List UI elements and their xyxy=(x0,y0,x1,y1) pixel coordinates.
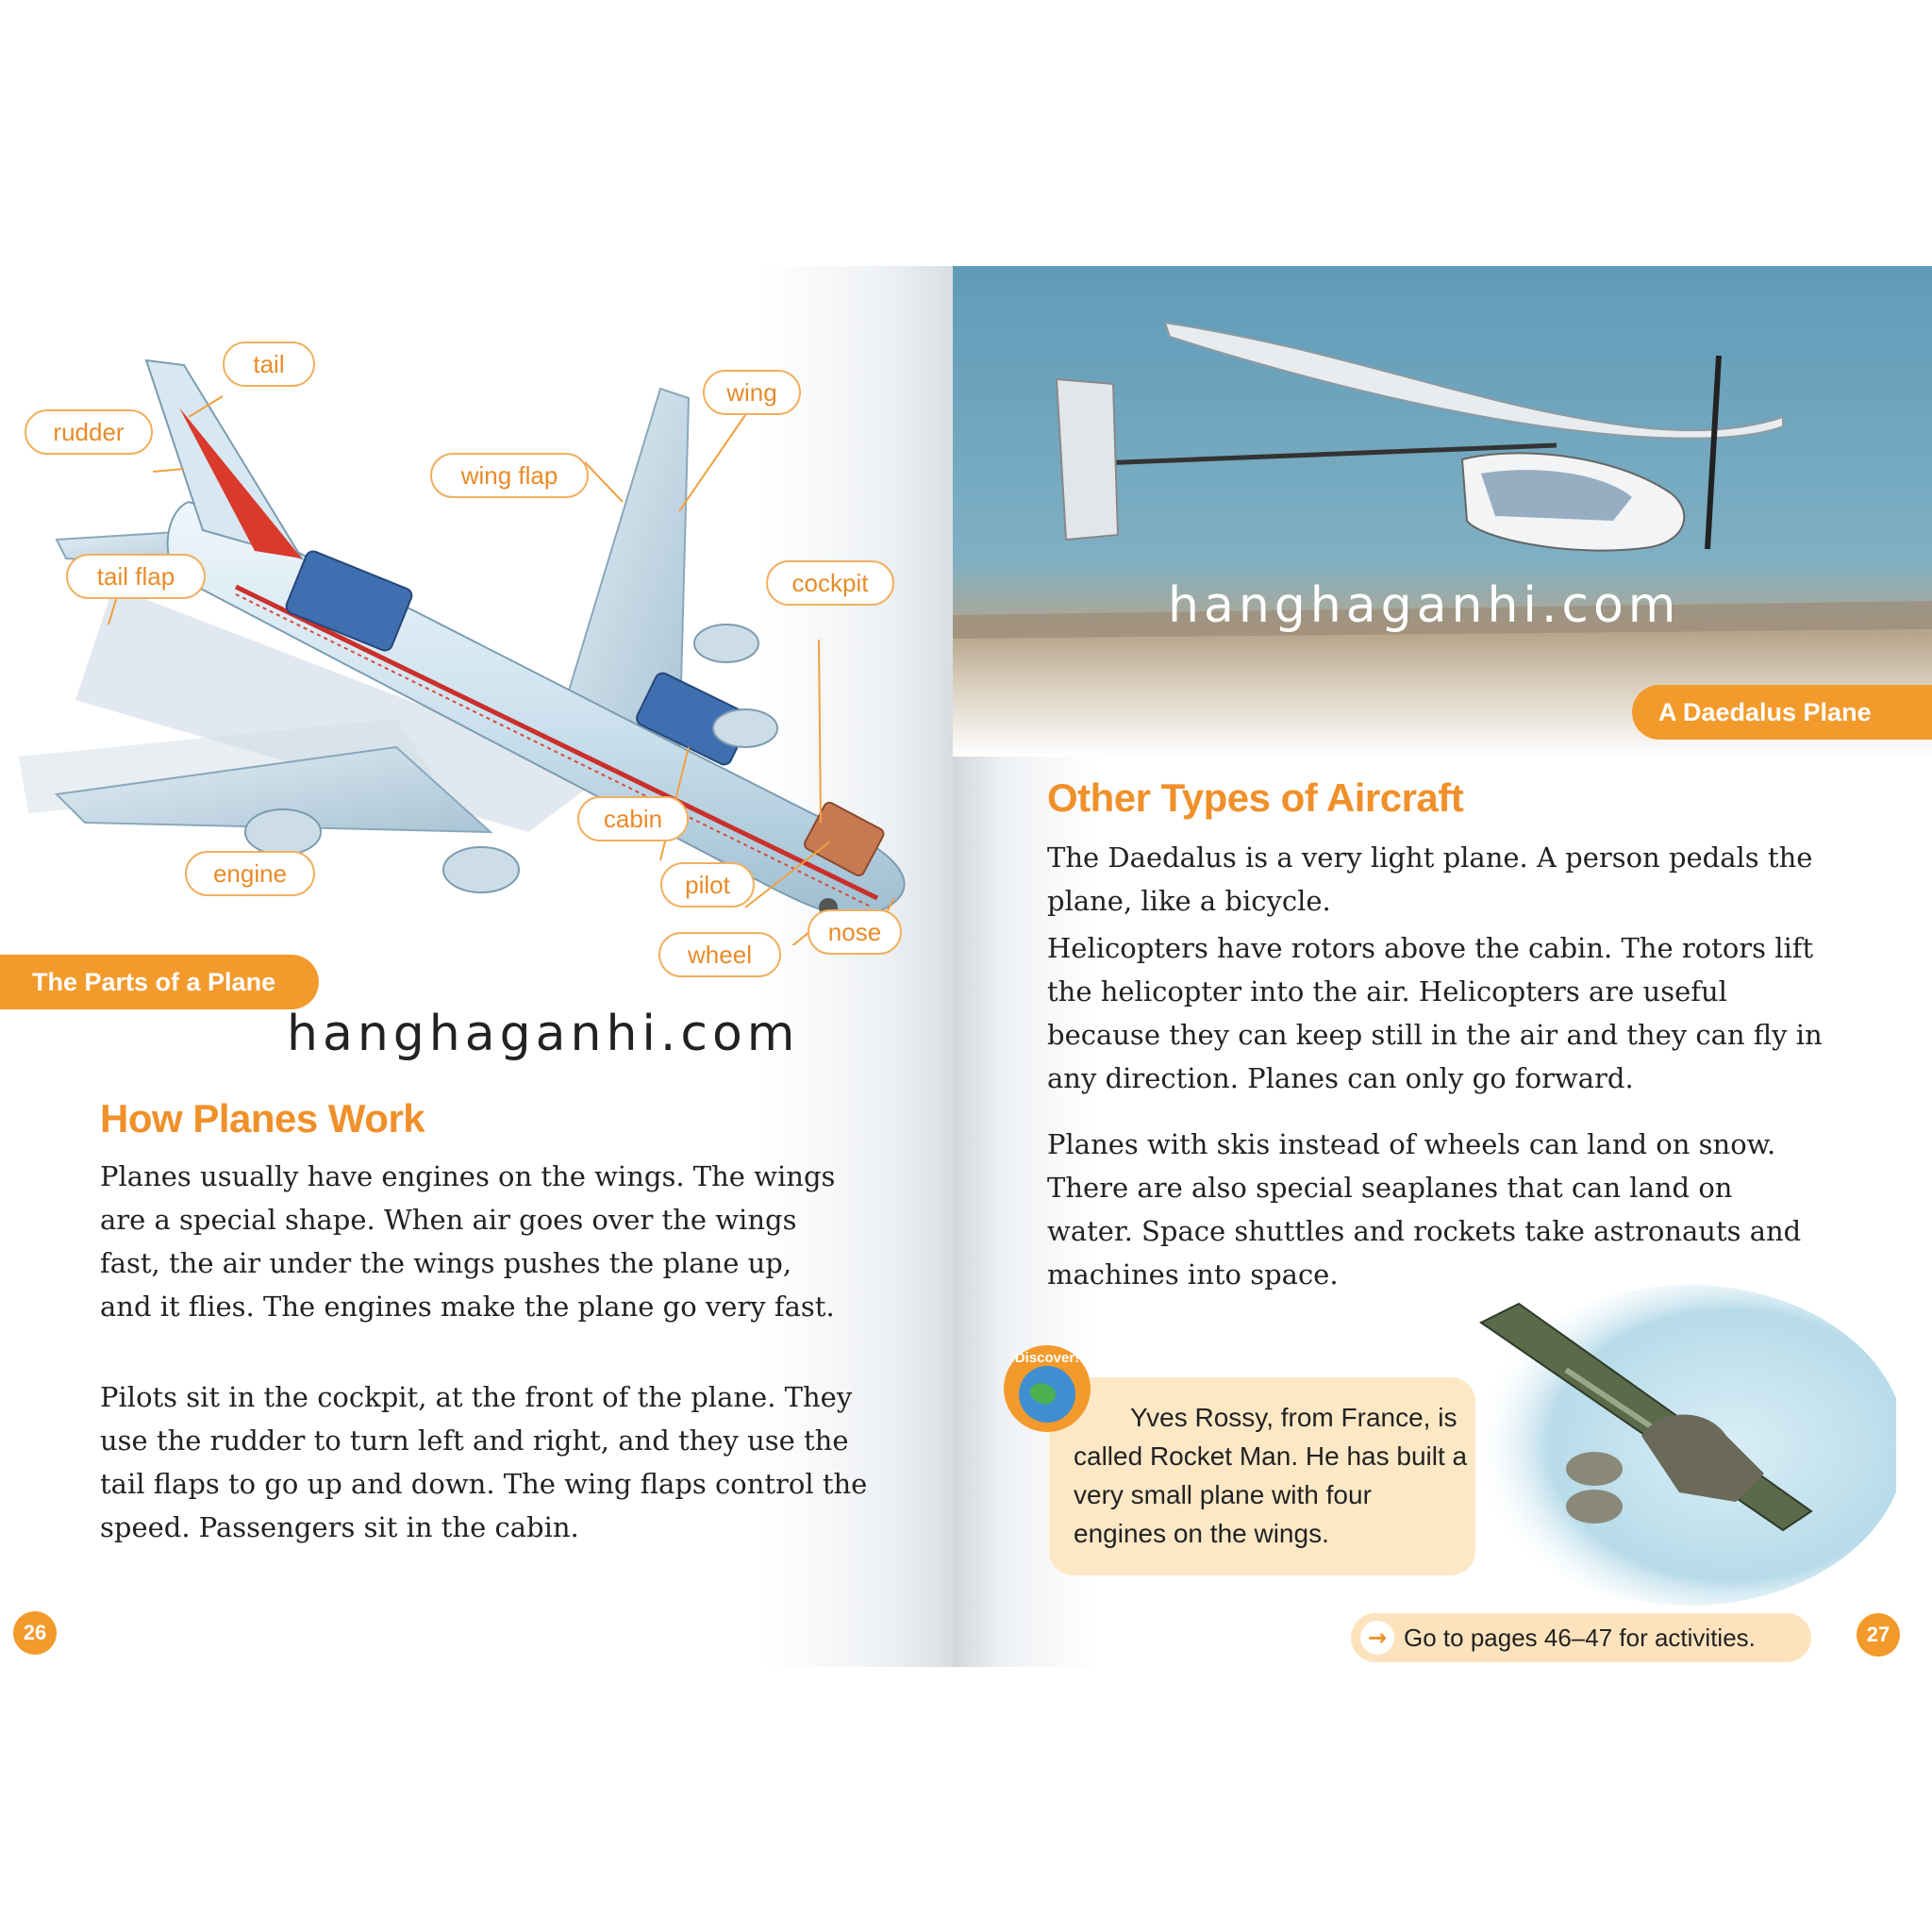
engine-left-2 xyxy=(443,847,519,892)
label-wheel: wheel xyxy=(658,932,781,977)
other-types-paragraph-3: Planes with skis instead of wheels can land on snow. There are also special seaplanes that can land on water. Space shuttles and rockets take astronauts and machines into space. xyxy=(1047,1128,1802,1291)
daedalus-plane-banner: A Daedalus Plane xyxy=(1632,685,1932,740)
page-number-left: 26 xyxy=(13,1611,57,1655)
plane-diagram xyxy=(0,304,943,945)
left-page xyxy=(0,266,953,1667)
activities-link[interactable] xyxy=(1351,1613,1811,1662)
label-rudder: rudder xyxy=(25,409,153,455)
discover-text: Yves Rossy, from France, is called Rocket Man. He has built a very small plane with four engines on the wings. xyxy=(1074,1403,1468,1548)
other-types-heading: Other Types of Aircraft xyxy=(1047,775,1464,820)
how-planes-work-paragraph-1: Planes usually have engines on the wings. The wings are a special shape. When air goes over the wings fast, the air under the wings pushes the plane up, and it flies. The engines make the plane go very fast. xyxy=(100,1160,836,1323)
watermark-right: hanghaganhi.com xyxy=(1168,577,1681,634)
daedalus-tail xyxy=(1057,379,1118,540)
engine-right-1 xyxy=(694,625,758,662)
label-engine: engine xyxy=(185,851,315,896)
book-spread xyxy=(0,266,1932,1667)
label-cockpit: cockpit xyxy=(766,560,894,606)
watermark-left: hanghaganhi.com xyxy=(287,1006,800,1062)
how-planes-work-paragraph-2: Pilots sit in the cockpit, at the front of the plane. They use the rudder to turn left and right, and they use the tail flaps to go up and down. The wing flaps control the speed. Passengers sit in the cabin. xyxy=(100,1381,868,1543)
discover-badge-label: Discover! xyxy=(1014,1350,1080,1366)
label-wing: wing xyxy=(703,370,801,415)
label-tail-flap: tail flap xyxy=(66,554,206,599)
label-wing-flap: wing flap xyxy=(430,453,589,498)
activities-text: Go to pages 46–47 for activities. xyxy=(1404,1623,1756,1652)
daedalus-photo xyxy=(953,266,1932,757)
engine-left-1 xyxy=(245,809,321,855)
label-cabin: cabin xyxy=(577,796,689,841)
other-types-paragraph-1: The Daedalus is a very light plane. A person pedals the plane, like a bicycle. xyxy=(1047,841,1813,917)
parts-of-plane-banner: The Parts of a Plane xyxy=(0,955,319,1009)
page-number-right: 27 xyxy=(1857,1613,1900,1657)
rocket-man-photo xyxy=(1453,1266,1896,1606)
other-types-paragraph-2: Helicopters have rotors above the cabin. The rotors lift the helicopter into the air. Helicopters are useful because they can keep still in the air and they can fly in any direction. Planes can only go forward. xyxy=(1047,932,1823,1094)
arrow-right-icon: → xyxy=(1360,1621,1394,1655)
label-tail: tail xyxy=(223,341,315,387)
label-pilot: pilot xyxy=(660,862,755,908)
label-nose: nose xyxy=(808,909,902,955)
how-planes-work-heading: How Planes Work xyxy=(100,1096,425,1141)
engine-right-2 xyxy=(713,709,777,747)
